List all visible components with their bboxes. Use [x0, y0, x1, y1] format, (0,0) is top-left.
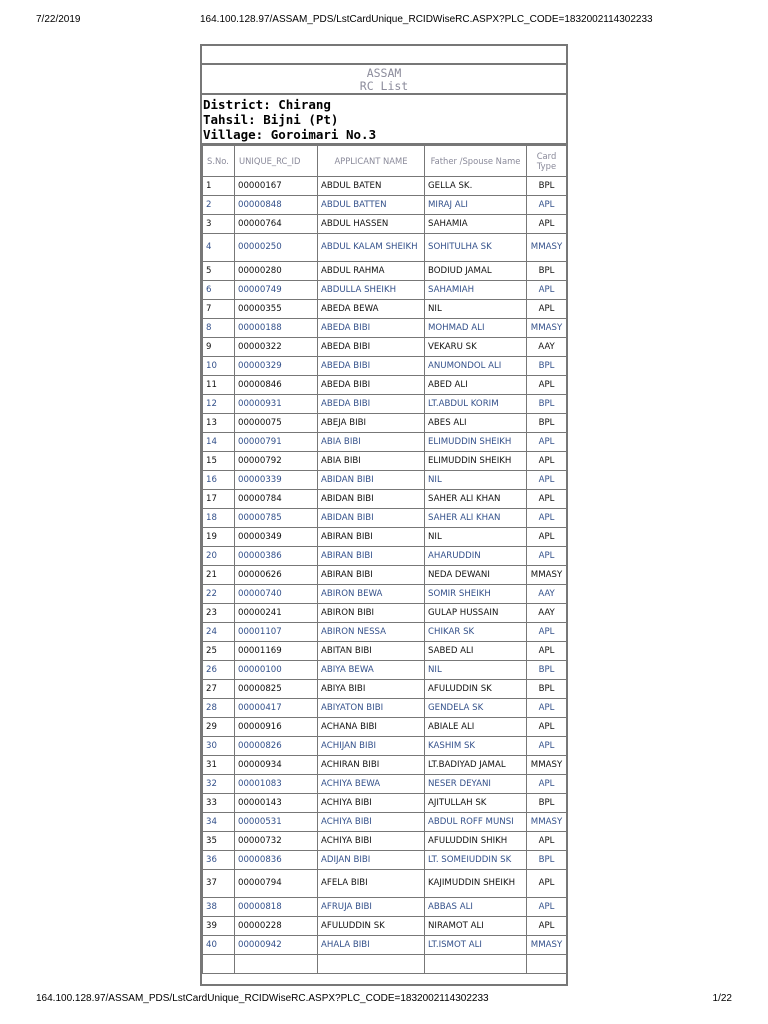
cell-sno: 9 [203, 338, 235, 357]
cell-applicant: ABIDAN BIBI [318, 509, 425, 528]
cell-card-type: APL [527, 898, 567, 917]
cell-card-type: MMASY [527, 813, 567, 832]
cell-applicant: ABIDAN BIBI [318, 471, 425, 490]
cell-rc-id[interactable]: 00000740 [235, 585, 318, 604]
cell-applicant: ABDUL KALAM SHEIKH [318, 234, 425, 262]
cell-rc-id[interactable]: 00000143 [235, 794, 318, 813]
report-title [202, 65, 566, 95]
cell-applicant: ABIRON BIBI [318, 604, 425, 623]
cell-rc-id[interactable]: 00000322 [235, 338, 318, 357]
cell-father: MOHMAD ALI [425, 319, 527, 338]
cell-sno: 39 [203, 917, 235, 936]
cell-card-type: MMASY [527, 319, 567, 338]
cell-father: LT.ABDUL KORIM [425, 395, 527, 414]
table-row [203, 471, 567, 490]
cell-applicant: ABIA BIBI [318, 452, 425, 471]
cell-card-type: AAY [527, 338, 567, 357]
table-row [203, 642, 567, 661]
cell-card-type: BPL [527, 661, 567, 680]
cell-rc-id[interactable]: 00000836 [235, 851, 318, 870]
table-row [203, 196, 567, 215]
cell-card-type: APL [527, 376, 567, 395]
table-row [203, 851, 567, 870]
cell-applicant: ACHIYA BIBI [318, 813, 425, 832]
cell-rc-id[interactable]: 00000792 [235, 452, 318, 471]
cell-father: GENDELA SK [425, 699, 527, 718]
cell-sno: 27 [203, 680, 235, 699]
cell-sno: 6 [203, 281, 235, 300]
cell-sno: 16 [203, 471, 235, 490]
cell-applicant: ABIRAN BIBI [318, 528, 425, 547]
cell-card-type: APL [527, 300, 567, 319]
cell-card-type: MMASY [527, 566, 567, 585]
cell-sno: 5 [203, 262, 235, 281]
table-row [203, 794, 567, 813]
cell-sno: 12 [203, 395, 235, 414]
cell-rc-id[interactable]: 00000386 [235, 547, 318, 566]
cell-rc-id[interactable]: 00000355 [235, 300, 318, 319]
cell-applicant: ABIRON BEWA [318, 585, 425, 604]
cell-father [425, 955, 527, 974]
table-row [203, 832, 567, 851]
cell-father: ABED ALI [425, 376, 527, 395]
table-row [203, 234, 567, 262]
cell-rc-id[interactable]: 00000818 [235, 898, 318, 917]
cell-rc-id[interactable]: 00000531 [235, 813, 318, 832]
cell-applicant: AFRUJA BIBI [318, 898, 425, 917]
cell-sno: 3 [203, 215, 235, 234]
cell-card-type: APL [527, 870, 567, 898]
cell-father: ABBAS ALI [425, 898, 527, 917]
cell-card-type: BPL [527, 680, 567, 699]
table-row [203, 737, 567, 756]
table-row [203, 357, 567, 376]
cell-rc-id[interactable]: 00000916 [235, 718, 318, 737]
cell-card-type: APL [527, 917, 567, 936]
cell-father: ABDUL ROFF MUNSI [425, 813, 527, 832]
cell-applicant: ABDUL BATTEN [318, 196, 425, 215]
cell-card-type: APL [527, 832, 567, 851]
cell-applicant: ACHIJAN BIBI [318, 737, 425, 756]
cell-applicant: ABIDAN BIBI [318, 490, 425, 509]
cell-rc-id[interactable]: 00000329 [235, 357, 318, 376]
cell-card-type: APL [527, 775, 567, 794]
cell-sno: 17 [203, 490, 235, 509]
cell-applicant: ACHIYA BIBI [318, 832, 425, 851]
cell-rc-id[interactable]: 00000846 [235, 376, 318, 395]
cell-rc-id[interactable]: 00000339 [235, 471, 318, 490]
table-row [203, 718, 567, 737]
cell-sno: 28 [203, 699, 235, 718]
cell-rc-id[interactable]: 00000931 [235, 395, 318, 414]
footer-url: 164.100.128.97/ASSAM_PDS/LstCardUnique_RCIDWiseRC.ASPX?PLC_CODE=1832002114302233 [36, 993, 489, 1004]
table-row [203, 547, 567, 566]
cell-rc-id[interactable]: 00000100 [235, 661, 318, 680]
cell-applicant: ACHANA BIBI [318, 718, 425, 737]
table-row [203, 215, 567, 234]
col-header-applicant: APPLICANT NAME [318, 146, 425, 177]
table-row [203, 661, 567, 680]
cell-applicant: ABITAN BIBI [318, 642, 425, 661]
cell-card-type: APL [527, 642, 567, 661]
table-row [203, 604, 567, 623]
cell-rc-id[interactable]: 00001083 [235, 775, 318, 794]
table-row [203, 452, 567, 471]
cell-applicant: ABDUL RAHMA [318, 262, 425, 281]
cell-applicant: ABDUL BATEN [318, 177, 425, 196]
cell-rc-id[interactable]: 00000934 [235, 756, 318, 775]
cell-applicant: ABIRAN BIBI [318, 547, 425, 566]
cell-father: BODIUD JAMAL [425, 262, 527, 281]
cell-applicant: ABIYA BEWA [318, 661, 425, 680]
cell-rc-id[interactable]: 00000417 [235, 699, 318, 718]
cell-sno: 31 [203, 756, 235, 775]
cell-father: SAHAMIA [425, 215, 527, 234]
cell-rc-id[interactable]: 00000942 [235, 936, 318, 955]
cell-applicant: ADIJAN BIBI [318, 851, 425, 870]
cell-card-type: APL [527, 281, 567, 300]
cell-card-type: BPL [527, 262, 567, 281]
cell-sno: 10 [203, 357, 235, 376]
cell-sno: 21 [203, 566, 235, 585]
cell-applicant: ABEDA BIBI [318, 357, 425, 376]
cell-father: KAJIMUDDIN SHEIKH [425, 870, 527, 898]
cell-applicant: ACHIYA BEWA [318, 775, 425, 794]
cell-card-type: APL [527, 699, 567, 718]
cell-rc-id[interactable]: 00000825 [235, 680, 318, 699]
table-row [203, 898, 567, 917]
cell-applicant: ABIRAN BIBI [318, 566, 425, 585]
print-page-url: 164.100.128.97/ASSAM_PDS/LstCardUnique_RCIDWiseRC.ASPX?PLC_CODE=1832002114302233 [200, 14, 653, 25]
cell-card-type: APL [527, 433, 567, 452]
cell-father: MIRAJ ALI [425, 196, 527, 215]
cell-rc-id[interactable]: 00000764 [235, 215, 318, 234]
cell-card-type: BPL [527, 357, 567, 376]
cell-applicant: ABIRON NESSA [318, 623, 425, 642]
cell-card-type: MMASY [527, 936, 567, 955]
print-header [0, 14, 768, 28]
cell-card-type: APL [527, 196, 567, 215]
cell-sno: 19 [203, 528, 235, 547]
cell-rc-id[interactable]: 00000784 [235, 490, 318, 509]
table-row [203, 177, 567, 196]
cell-father: SOMIR SHEIKH [425, 585, 527, 604]
cell-father: SAHAMIAH [425, 281, 527, 300]
cell-rc-id[interactable]: 00000785 [235, 509, 318, 528]
cell-father: NIL [425, 300, 527, 319]
table-row [203, 955, 567, 974]
cell-card-type: BPL [527, 794, 567, 813]
rc-table [202, 145, 567, 974]
cell-rc-id[interactable]: 00000167 [235, 177, 318, 196]
table-row [203, 623, 567, 642]
cell-applicant: ABEDA BEWA [318, 300, 425, 319]
cell-father: VEKARU SK [425, 338, 527, 357]
cell-rc-id[interactable]: 00000349 [235, 528, 318, 547]
cell-sno: 35 [203, 832, 235, 851]
cell-applicant: ABEDA BIBI [318, 395, 425, 414]
cell-applicant: ABIA BIBI [318, 433, 425, 452]
cell-father: ABES ALI [425, 414, 527, 433]
cell-sno: 11 [203, 376, 235, 395]
page-number: 1/22 [712, 993, 732, 1004]
cell-sno: 1 [203, 177, 235, 196]
cell-sno: 30 [203, 737, 235, 756]
cell-father: ELIMUDDIN SHEIKH [425, 452, 527, 471]
cell-applicant: ACHIRAN BIBI [318, 756, 425, 775]
cell-card-type: APL [527, 452, 567, 471]
table-row [203, 433, 567, 452]
cell-father: NIL [425, 528, 527, 547]
cell-sno: 4 [203, 234, 235, 262]
cell-sno: 25 [203, 642, 235, 661]
cell-father: ELIMUDDIN SHEIKH [425, 433, 527, 452]
cell-sno: 15 [203, 452, 235, 471]
cell-applicant: ABEDA BIBI [318, 376, 425, 395]
table-row [203, 813, 567, 832]
cell-sno: 23 [203, 604, 235, 623]
cell-card-type: BPL [527, 414, 567, 433]
cell-rc-id[interactable]: 00000241 [235, 604, 318, 623]
cell-sno: 29 [203, 718, 235, 737]
cell-card-type: APL [527, 509, 567, 528]
cell-rc-id[interactable]: 00000280 [235, 262, 318, 281]
cell-father: LT. SOMEIUDDIN SK [425, 851, 527, 870]
cell-rc-id[interactable]: 00000188 [235, 319, 318, 338]
cell-sno [203, 955, 235, 974]
report-title-state: ASSAM [366, 66, 402, 80]
cell-sno: 33 [203, 794, 235, 813]
table-row [203, 414, 567, 433]
rc-list-report [200, 44, 568, 986]
cell-father: KASHIM SK [425, 737, 527, 756]
cell-applicant: AFELA BIBI [318, 870, 425, 898]
cell-rc-id[interactable]: 00000732 [235, 832, 318, 851]
cell-father: AFULUDDIN SHIKH [425, 832, 527, 851]
cell-father: GULAP HUSSAIN [425, 604, 527, 623]
table-row [203, 338, 567, 357]
cell-sno: 13 [203, 414, 235, 433]
cell-card-type: AAY [527, 604, 567, 623]
table-row [203, 319, 567, 338]
cell-rc-id[interactable]: 00000791 [235, 433, 318, 452]
cell-card-type: APL [527, 528, 567, 547]
cell-applicant [318, 955, 425, 974]
cell-rc-id[interactable]: 00000848 [235, 196, 318, 215]
cell-sno: 37 [203, 870, 235, 898]
cell-rc-id[interactable]: 00000075 [235, 414, 318, 433]
cell-applicant: AHALA BIBI [318, 936, 425, 955]
cell-applicant: ABEDA BIBI [318, 319, 425, 338]
cell-father: AJITULLAH SK [425, 794, 527, 813]
table-row [203, 509, 567, 528]
cell-card-type: BPL [527, 851, 567, 870]
cell-card-type: APL [527, 215, 567, 234]
print-date: 7/22/2019 [36, 14, 81, 25]
cell-applicant: ABIYA BIBI [318, 680, 425, 699]
table-row [203, 528, 567, 547]
cell-father: NESER DEYANI [425, 775, 527, 794]
cell-sno: 34 [203, 813, 235, 832]
cell-father: SOHITULHA SK [425, 234, 527, 262]
table-row [203, 395, 567, 414]
table-row [203, 936, 567, 955]
table-row [203, 917, 567, 936]
cell-rc-id[interactable]: 00000250 [235, 234, 318, 262]
cell-sno: 22 [203, 585, 235, 604]
table-row [203, 376, 567, 395]
table-body [203, 177, 567, 974]
cell-applicant: ABEDA BIBI [318, 338, 425, 357]
district-label: District: Chirang [203, 97, 331, 112]
top-strip [202, 46, 566, 65]
cell-card-type: AAY [527, 585, 567, 604]
table-row [203, 870, 567, 898]
cell-father: LT.ISMOT ALI [425, 936, 527, 955]
cell-applicant: ABDULLA SHEIKH [318, 281, 425, 300]
cell-sno: 38 [203, 898, 235, 917]
table-row [203, 585, 567, 604]
cell-father: AFULUDDIN SK [425, 680, 527, 699]
table-row [203, 756, 567, 775]
cell-sno: 36 [203, 851, 235, 870]
cell-rc-id[interactable] [235, 955, 318, 974]
cell-card-type: BPL [527, 395, 567, 414]
cell-father: ANUMONDOL ALI [425, 357, 527, 376]
cell-sno: 2 [203, 196, 235, 215]
table-row [203, 566, 567, 585]
cell-applicant: ABEJA BIBI [318, 414, 425, 433]
cell-card-type: APL [527, 547, 567, 566]
col-header-card-type: Card Type [527, 146, 567, 177]
cell-father: CHIKAR SK [425, 623, 527, 642]
table-row [203, 281, 567, 300]
col-header-sno: S.No. [203, 146, 235, 177]
cell-rc-id[interactable]: 00000626 [235, 566, 318, 585]
cell-rc-id[interactable]: 00000749 [235, 281, 318, 300]
table-row [203, 300, 567, 319]
cell-applicant: AFULUDDIN SK [318, 917, 425, 936]
cell-father: LT.BADIYAD JAMAL [425, 756, 527, 775]
cell-sno: 18 [203, 509, 235, 528]
cell-sno: 7 [203, 300, 235, 319]
table-row [203, 680, 567, 699]
cell-card-type: APL [527, 737, 567, 756]
cell-father: NEDA DEWANI [425, 566, 527, 585]
cell-card-type: MMASY [527, 756, 567, 775]
print-footer [0, 993, 768, 1007]
table-row [203, 699, 567, 718]
cell-sno: 20 [203, 547, 235, 566]
cell-card-type: APL [527, 623, 567, 642]
cell-rc-id[interactable]: 00001169 [235, 642, 318, 661]
cell-rc-id[interactable]: 00000228 [235, 917, 318, 936]
cell-sno: 26 [203, 661, 235, 680]
cell-father: NIL [425, 661, 527, 680]
cell-father: SAHER ALI KHAN [425, 509, 527, 528]
cell-card-type: MMASY [527, 234, 567, 262]
cell-sno: 24 [203, 623, 235, 642]
report-title-list: RC List [359, 79, 409, 93]
cell-sno: 32 [203, 775, 235, 794]
cell-rc-id[interactable]: 00000826 [235, 737, 318, 756]
cell-rc-id[interactable]: 00000794 [235, 870, 318, 898]
cell-applicant: ABIYATON BIBI [318, 699, 425, 718]
tahsil-label: Tahsil: Bijni (Pt) [203, 112, 339, 127]
village-label: Village: Goroimari No.3 [203, 127, 377, 142]
location-info [202, 95, 566, 145]
cell-applicant: ACHIYA BIBI [318, 794, 425, 813]
table-header-row [203, 146, 567, 177]
cell-sno: 40 [203, 936, 235, 955]
cell-sno: 14 [203, 433, 235, 452]
table-row [203, 262, 567, 281]
cell-father: SAHER ALI KHAN [425, 490, 527, 509]
cell-card-type: APL [527, 471, 567, 490]
col-header-father: Father /Spouse Name [425, 146, 527, 177]
cell-applicant: ABDUL HASSEN [318, 215, 425, 234]
col-header-rc-id: UNIQUE_RC_ID [235, 146, 318, 177]
cell-card-type: BPL [527, 177, 567, 196]
table-row [203, 775, 567, 794]
cell-father: NIRAMOT ALI [425, 917, 527, 936]
cell-father: SABED ALI [425, 642, 527, 661]
cell-card-type: APL [527, 718, 567, 737]
cell-card-type: APL [527, 490, 567, 509]
cell-sno: 8 [203, 319, 235, 338]
cell-father: ABIALE ALI [425, 718, 527, 737]
cell-rc-id[interactable]: 00001107 [235, 623, 318, 642]
cell-father: AHARUDDIN [425, 547, 527, 566]
cell-father: NIL [425, 471, 527, 490]
table-row [203, 490, 567, 509]
cell-father: GELLA SK. [425, 177, 527, 196]
cell-card-type [527, 955, 567, 974]
